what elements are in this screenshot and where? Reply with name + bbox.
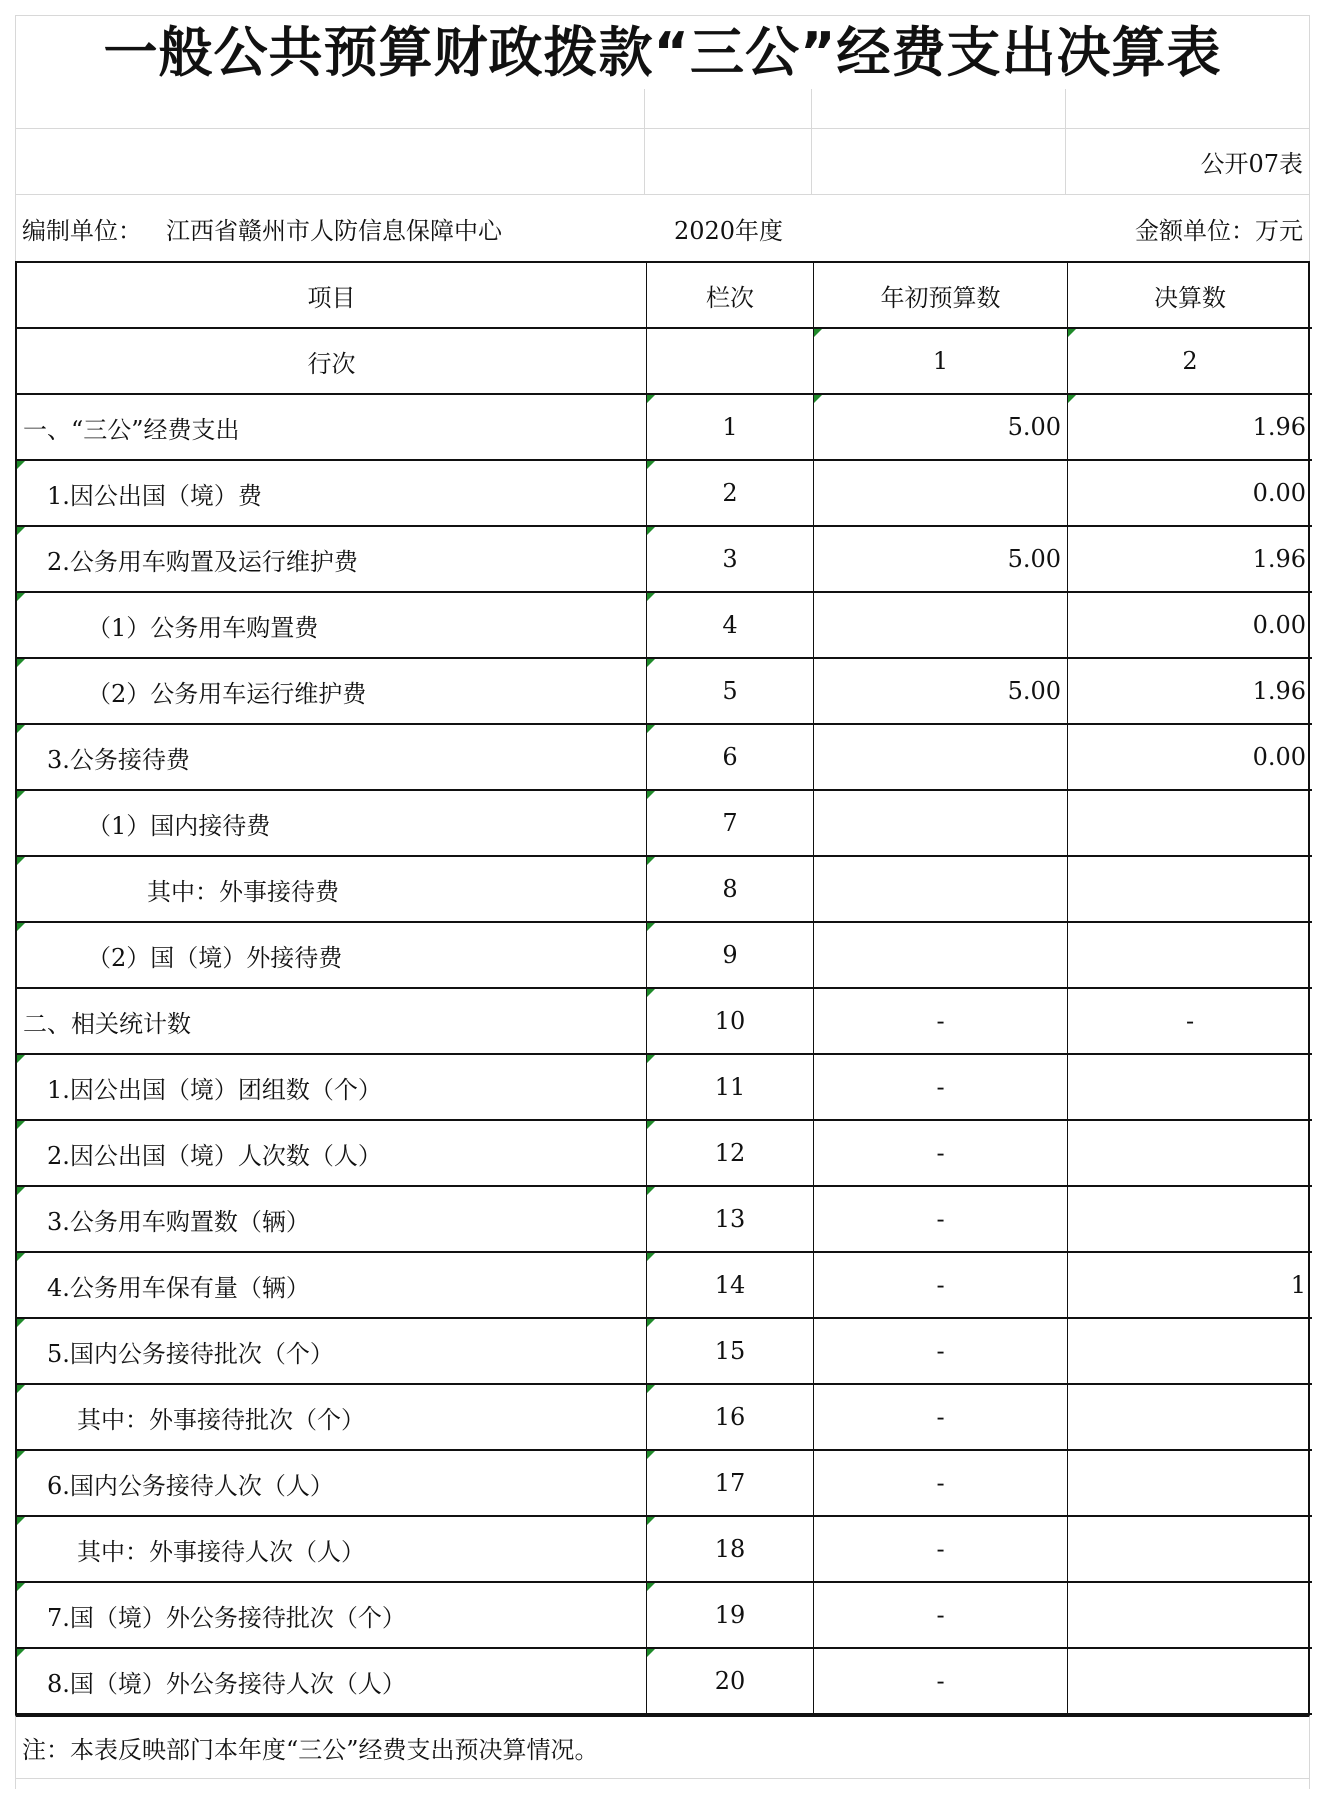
- row-number: 17: [647, 1451, 814, 1517]
- row-final: 1.96: [1068, 395, 1312, 461]
- line-number-label: 行次: [17, 329, 647, 395]
- header-final: 决算数: [1068, 263, 1312, 329]
- row-budget: -: [814, 1583, 1068, 1649]
- row-number: 20: [647, 1649, 814, 1715]
- row-budget: -: [814, 1649, 1068, 1715]
- table-row: [17, 461, 1308, 527]
- row-budget: -: [814, 1121, 1068, 1187]
- line-number-final: 2: [1068, 329, 1312, 395]
- row-item: 二、相关统计数: [17, 989, 647, 1055]
- sheet-tail: [15, 1779, 1310, 1789]
- row-budget: [814, 857, 1068, 923]
- row-item: 5.国内公务接待批次（个）: [17, 1319, 647, 1385]
- row-budget: -: [814, 1055, 1068, 1121]
- row-budget: 5.00: [814, 659, 1068, 725]
- report-title: 一般公共预算财政拨款“三公”经费支出决算表: [15, 15, 1310, 89]
- table-row: [17, 593, 1308, 659]
- row-item: 2.因公出国（境）人次数（人）: [17, 1121, 647, 1187]
- table-row: [17, 1451, 1308, 1517]
- table-row: [17, 1121, 1308, 1187]
- row-budget: -: [814, 1319, 1068, 1385]
- report-sheet: [15, 15, 1310, 1789]
- row-budget: 5.00: [814, 527, 1068, 593]
- row-budget: -: [814, 1385, 1068, 1451]
- row-number: 6: [647, 725, 814, 791]
- header-item: 项目: [17, 263, 647, 329]
- row-final: 1.96: [1068, 659, 1312, 725]
- table-row: [17, 527, 1308, 593]
- row-item: 1.因公出国（境）费: [17, 461, 647, 527]
- row-budget: [814, 593, 1068, 659]
- table-row: [17, 1649, 1308, 1715]
- row-item: （2）公务用车运行维护费: [17, 659, 647, 725]
- row-item: 其中：外事接待费: [17, 857, 647, 923]
- row-final: [1068, 791, 1312, 857]
- row-final: [1068, 1385, 1312, 1451]
- row-budget: [814, 791, 1068, 857]
- row-final: 0.00: [1068, 593, 1312, 659]
- row-item: 3.公务接待费: [17, 725, 647, 791]
- row-final: 1.96: [1068, 527, 1312, 593]
- row-final: 0.00: [1068, 725, 1312, 791]
- row-final: [1068, 1649, 1312, 1715]
- row-number: 12: [647, 1121, 814, 1187]
- row-budget: [814, 725, 1068, 791]
- row-item: 其中：外事接待人次（人）: [17, 1517, 647, 1583]
- preparing-unit: [15, 195, 645, 261]
- table-row: [17, 395, 1308, 461]
- row-final: [1068, 1583, 1312, 1649]
- row-number: 15: [647, 1319, 814, 1385]
- row-number: 7: [647, 791, 814, 857]
- table-row: [17, 857, 1308, 923]
- row-number: 11: [647, 1055, 814, 1121]
- form-code-row: [15, 129, 1310, 195]
- row-number: 4: [647, 593, 814, 659]
- row-final: [1068, 1319, 1312, 1385]
- table-row: [17, 725, 1308, 791]
- table-row: [17, 1385, 1308, 1451]
- empty-spacer-row: [15, 89, 1310, 129]
- row-budget: [814, 923, 1068, 989]
- preparing-unit-label: 编制单位：: [22, 216, 142, 245]
- row-budget: -: [814, 1253, 1068, 1319]
- row-item: 1.因公出国（境）团组数（个）: [17, 1055, 647, 1121]
- row-budget: -: [814, 1187, 1068, 1253]
- row-number: 16: [647, 1385, 814, 1451]
- row-item: （1）公务用车购置费: [17, 593, 647, 659]
- row-number: 18: [647, 1517, 814, 1583]
- row-number: 9: [647, 923, 814, 989]
- table-row: [17, 989, 1308, 1055]
- row-final: 1: [1068, 1253, 1312, 1319]
- currency-unit: 金额单位：万元: [1066, 195, 1310, 261]
- row-final: [1068, 1517, 1312, 1583]
- row-item: 4.公务用车保有量（辆）: [17, 1253, 647, 1319]
- row-number: 10: [647, 989, 814, 1055]
- row-number: 19: [647, 1583, 814, 1649]
- table-row: [17, 1055, 1308, 1121]
- table-row: [17, 1253, 1308, 1319]
- row-number: 14: [647, 1253, 814, 1319]
- form-code: 公开07表: [1066, 129, 1310, 195]
- row-number: 2: [647, 461, 814, 527]
- line-number-budget: 1: [814, 329, 1068, 395]
- row-item: 7.国（境）外公务接待批次（个）: [17, 1583, 647, 1649]
- fiscal-year: 2020年度: [673, 216, 784, 245]
- row-number: 1: [647, 395, 814, 461]
- meta-row: [15, 195, 1310, 261]
- row-final: -: [1068, 989, 1312, 1055]
- row-item: 3.公务用车购置数（辆）: [17, 1187, 647, 1253]
- table-row: [17, 791, 1308, 857]
- row-final: [1068, 1187, 1312, 1253]
- row-final: [1068, 1121, 1312, 1187]
- row-item: （2）国（境）外接待费: [17, 923, 647, 989]
- row-final: [1068, 1055, 1312, 1121]
- row-item: 一、“三公”经费支出: [17, 395, 647, 461]
- table-header-row: [17, 263, 1308, 329]
- row-item: 8.国（境）外公务接待人次（人）: [17, 1649, 647, 1715]
- row-item: （1）国内接待费: [17, 791, 647, 857]
- row-item: 其中：外事接待批次（个）: [17, 1385, 647, 1451]
- row-item: 2.公务用车购置及运行维护费: [17, 527, 647, 593]
- row-budget: [814, 461, 1068, 527]
- row-final: 0.00: [1068, 461, 1312, 527]
- expenditure-table: [15, 261, 1310, 1715]
- table-row: [17, 923, 1308, 989]
- table-row: [17, 1517, 1308, 1583]
- header-column-number: 栏次: [647, 263, 814, 329]
- table-row: [17, 1319, 1308, 1385]
- row-number: 8: [647, 857, 814, 923]
- line-number-row: [17, 329, 1308, 395]
- table-row: [17, 1187, 1308, 1253]
- row-final: [1068, 1451, 1312, 1517]
- row-final: [1068, 923, 1312, 989]
- row-budget: -: [814, 989, 1068, 1055]
- header-budget: 年初预算数: [814, 263, 1068, 329]
- row-number: 5: [647, 659, 814, 725]
- table-row: [17, 659, 1308, 725]
- row-number: 3: [647, 527, 814, 593]
- preparing-unit-name: 江西省赣州市人防信息保障中心: [166, 216, 502, 245]
- row-budget: -: [814, 1517, 1068, 1583]
- row-budget: 5.00: [814, 395, 1068, 461]
- row-item: 6.国内公务接待人次（人）: [17, 1451, 647, 1517]
- table-row: [17, 1583, 1308, 1649]
- row-final: [1068, 857, 1312, 923]
- row-budget: -: [814, 1451, 1068, 1517]
- row-number: 13: [647, 1187, 814, 1253]
- footnote: 注：本表反映部门本年度“三公”经费支出预决算情况。: [15, 1715, 1310, 1779]
